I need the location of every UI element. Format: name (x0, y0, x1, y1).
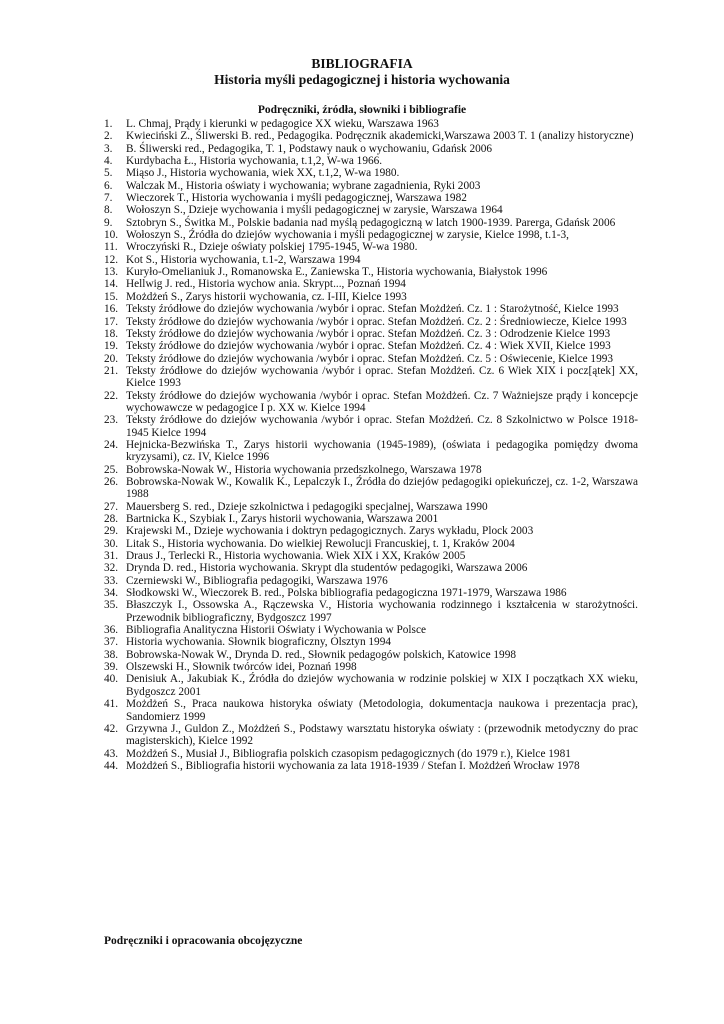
bibliography-entry (104, 439, 638, 464)
entry-number: 41. (104, 698, 119, 711)
entry-text: Sztobryn S., Świtka M., Polskie badania nad myślą pedagogiczną w latch 1900-1939. Parerga, Gdańsk 2006 (126, 216, 616, 229)
entry-text: Mauersberg S. red., Dzieje szkolnictwa i pedagogiki specjalnej, Warszawa 1990 (126, 500, 488, 513)
bibliography-entry (104, 130, 638, 142)
bibliography-entry (104, 599, 638, 624)
entry-number: 15. (104, 290, 119, 303)
entry-text: Możdżeń S., Praca naukowa historyka oświaty (Metodologia, dokumentacja naukowa i prezentacja prac), Sandomierz 1999 (126, 698, 638, 723)
entry-text: Kot S., Historia wychowania, t.1-2, Warszawa 1994 (126, 253, 361, 266)
bibliography-entry (104, 217, 638, 229)
bibliography-entry (104, 278, 638, 290)
entry-text: Hellwig J. red., Historia wychow ania. Skrypt..., Poznań 1994 (126, 278, 406, 291)
entry-text: Teksty źródłowe do dziejów wychowania /wybór i oprac. Stefan Możdżeń. Cz. 7 Ważniejsze prądy i koncepcje wychowawcze w pedagogice I p. XX w. Kielce 1994 (126, 389, 638, 414)
entry-number: 42. (104, 722, 119, 735)
entry-number: 1. (104, 118, 113, 130)
entry-number: 32. (104, 562, 119, 575)
entry-number: 26. (104, 475, 119, 488)
entry-number: 20. (104, 352, 119, 365)
bibliography-entry (104, 760, 638, 772)
entry-text: Historia wychowania. Słownik biograficzny, Olsztyn 1994 (126, 636, 392, 649)
entry-number: 24. (104, 438, 119, 451)
entry-number: 33. (104, 574, 119, 587)
entry-number: 8. (104, 204, 113, 217)
entry-text: Olszewski H., Słownik twórców idei, Poznań 1998 (126, 661, 357, 674)
bibliography-entry (104, 649, 638, 661)
bibliography-entry (104, 414, 638, 439)
entry-number: 11. (104, 241, 118, 254)
entry-number: 34. (104, 587, 119, 600)
bibliography-entry (104, 673, 638, 698)
entry-text: Wołoszyn S., Dzieje wychowania i myśli pedagogicznej w zarysie, Warszawa 1964 (126, 204, 503, 217)
bibliography-entry (104, 303, 638, 315)
bibliography-entry (104, 241, 638, 253)
entry-text: Bibliografia Analityczna Historii Oświaty i Wychowania w Polsce (126, 624, 426, 637)
bibliography-entry (104, 118, 638, 130)
entry-number: 28. (104, 513, 119, 525)
entry-number: 13. (104, 266, 119, 279)
bibliography-entry (104, 254, 638, 266)
entry-text: Drynda D. red., Historia wychowania. Skrypt dla studentów pedagogiki, Warszawa 2006 (126, 562, 528, 575)
bibliography-entry (104, 390, 638, 415)
entry-text: Możdżeń S., Bibliografia historii wychowania za lata 1918-1939 / Stefan I. Możdżeń Wrocław 1978 (126, 759, 580, 772)
entry-text: L. Chmaj, Prądy i kierunki w pedagogice XX wieku, Warszawa 1963 (126, 118, 439, 130)
entry-text: Wieczorek T., Historia wychowania i myśli pedagogicznej, Warszawa 1982 (126, 192, 467, 205)
entry-number: 18. (104, 327, 119, 340)
entry-number: 7. (104, 192, 113, 205)
entry-number: 25. (104, 463, 119, 476)
section-heading-sources: Podręczniki, źródła, słowniki i bibliografie (257, 104, 467, 116)
entry-text: Słodkowski W., Wieczorek B. red., Polska bibliografia pedagogiczna 1971-1979, Warszawa 1986 (126, 587, 567, 600)
entry-text: Litak S., Historia wychowania. Do wielkiej Rewolucji Francuskiej, t. 1, Kraków 2004 (126, 537, 515, 550)
entry-number: 39. (104, 661, 119, 674)
bibliography-entry (104, 501, 638, 513)
entry-number: 12. (104, 253, 119, 266)
entry-number: 27. (104, 500, 119, 513)
entry-text: Możdżeń S., Zarys historii wychowania, cz. I-III, Kielce 1993 (126, 290, 407, 303)
entry-text: Teksty źródłowe do dziejów wychowania /wybór i oprac. Stefan Możdżeń. Cz. 1 : Starożytność, Kielce 1993 (126, 303, 619, 316)
bibliography-entry (104, 365, 638, 390)
entry-text: Teksty źródłowe do dziejów wychowania /wybór i oprac. Stefan Możdżeń. Cz. 3 : Odrodzenie Kielce 1993 (126, 327, 611, 340)
entry-text: Teksty źródłowe do dziejów wychowania /wybór i oprac. Stefan Możdżeń. Cz. 8 Szkolnictwo w Polsce 1918-1945 Kielce 1994 (126, 414, 638, 439)
bibliography-entry (104, 513, 638, 525)
bibliography-entry (104, 229, 638, 241)
bibliography-entry (104, 143, 638, 155)
entry-number: 2. (104, 130, 113, 143)
entry-text: Bartnicka K., Szybiak I., Zarys historii wychowania, Warszawa 2001 (126, 513, 439, 525)
bibliography-entry (104, 340, 638, 352)
bibliography-entry (104, 204, 638, 216)
entry-number: 38. (104, 648, 119, 661)
document-subtitle: Historia myśli pedagogicznej i historia wychowania (214, 72, 510, 87)
entry-number: 6. (104, 179, 113, 192)
entry-number: 40. (104, 673, 119, 686)
entry-text: Wroczyński R., Dzieje oświaty polskiej 1795-1945, W-wa 1980. (126, 241, 418, 254)
bibliography-entry (104, 476, 638, 501)
bibliography-entry (104, 180, 638, 192)
entry-text: Walczak M., Historia oświaty i wychowania; wybrane zagadnienia, Ryki 2003 (126, 179, 481, 192)
entry-text: Błaszczyk I., Ossowska A., Rączewska V., Historia wychowania rodzinnego i kształcenia w starożytności. Przewodnik bibliograficzny, Bydgoszcz 1997 (126, 599, 638, 624)
entry-text: Bobrowska-Nowak W., Historia wychowania przedszkolnego, Warszawa 1978 (126, 463, 482, 476)
bibliography-entry (104, 155, 638, 167)
entry-number: 23. (104, 414, 119, 427)
entry-number: 19. (104, 340, 119, 353)
entry-text: Czerniewski W., Bibliografia pedagogiki, Warszawa 1976 (126, 574, 388, 587)
entry-number: 16. (104, 303, 119, 316)
entry-number: 22. (104, 389, 119, 402)
bibliography-entry (104, 316, 638, 328)
entry-text: Krajewski M., Dzieje wychowania i doktryn pedagogicznych. Zarys wykładu, Plock 2003 (126, 525, 534, 538)
bibliography-entry (104, 538, 638, 550)
entry-text: Draus J., Terlecki R., Historia wychowania. Wiek XIX i XX, Kraków 2005 (126, 550, 466, 563)
entry-text: Hejnicka-Bezwińska T., Zarys historii wychowania (1945-1989), (oświata i pedagogika pomiędzy dwoma kryzysami), cz. IV, Kielce 1996 (126, 438, 638, 464)
entry-number: 14. (104, 278, 119, 291)
entry-number: 9. (104, 216, 113, 229)
entry-text: Wołoszyn S., Źródła do dziejów wychowania i myśli pedagogicznej w zarysie, Kielce 1998, t.1-3, (126, 229, 570, 242)
bibliography-list (104, 118, 638, 772)
entry-number: 5. (104, 167, 113, 180)
bibliography-entry (104, 661, 638, 673)
entry-text: Kurdybacha Ł., Historia wychowania, t.1,2, W-wa 1966. (126, 155, 383, 168)
bibliography-entry (104, 525, 638, 537)
entry-text: Teksty źródłowe do dziejów wychowania /wybór i oprac. Stefan Możdżeń. Cz. 2 : Średniowiecze, Kielce 1993 (126, 315, 627, 328)
entry-text: Teksty źródłowe do dziejów wychowania /wybór i oprac. Stefan Możdżeń. Cz. 6 Wiek XIX i pocz[ątek] XX, Kielce 1993 (126, 364, 638, 390)
entry-number: 31. (104, 550, 119, 563)
bibliography-entry (104, 723, 638, 748)
bibliography-entry (104, 353, 638, 365)
entry-text: Teksty źródłowe do dziejów wychowania /wybór i oprac. Stefan Możdżeń. Cz. 5 : Oświecenie, Kielce 1993 (126, 352, 614, 365)
bibliography-entry (104, 192, 638, 204)
entry-number: 17. (104, 315, 119, 328)
bibliography-entry (104, 624, 638, 636)
bibliography-entry (104, 562, 638, 574)
section-heading-foreign: Podręczniki i opracowania obcojęzyczne (104, 935, 303, 947)
entry-text: Denisiuk A., Jakubiak K., Źródła do dziejów wychowania w rodzinie polskiej w XIX I początkach XX wieku, Bydgoszcz 2001 (126, 673, 638, 698)
entry-number: 30. (104, 537, 119, 550)
bibliography-entry (104, 167, 638, 179)
entry-number: 43. (104, 747, 119, 760)
entry-text: B. Śliwerski red., Pedagogika, T. 1, Podstawy nauk o wychowaniu, Gdańsk 2006 (126, 142, 493, 155)
entry-text: Teksty źródłowe do dziejów wychowania /wybór i oprac. Stefan Możdżeń. Cz. 4 : Wiek XVII, Kielce 1993 (126, 340, 611, 353)
entry-number: 29. (104, 525, 119, 538)
entry-number: 3. (104, 142, 113, 155)
bibliography-entry (104, 266, 638, 278)
entry-text: Grzywna J., Guldon Z., Możdżeń S., Podstawy warsztatu historyka oświaty : (przewodnik metodyczny do prac magisterskich), Kielce 1992 (126, 722, 638, 748)
bibliography-entry (104, 748, 638, 760)
bibliography-entry (104, 291, 638, 303)
entry-text: Bobrowska-Nowak W., Drynda D. red., Słownik pedagogów polskich, Katowice 1998 (126, 648, 516, 661)
entry-number: 4. (104, 155, 113, 168)
entry-number: 36. (104, 624, 119, 637)
bibliography-entry (104, 636, 638, 648)
bibliography-entry (104, 328, 638, 340)
document-title: BIBLIOGRAFIA (311, 56, 413, 71)
bibliography-entry (104, 464, 638, 476)
bibliography-entry (104, 575, 638, 587)
entry-text: Możdżeń S., Musiał J., Bibliografia polskich czasopism pedagogicznych (do 1979 r.), Kielce 1981 (126, 747, 571, 760)
entry-number: 44. (104, 759, 119, 772)
entry-text: Kuryło-Omelianiuk J., Romanowska E., Zaniewska T., Historia wychowania, Białystok 1996 (126, 266, 548, 279)
bibliography-entry (104, 550, 638, 562)
entry-number: 10. (104, 229, 119, 242)
entry-number: 35. (104, 599, 119, 612)
entry-number: 21. (104, 364, 119, 377)
entry-text: Bobrowska-Nowak W., Kowalik K., Lepalczyk I., Źródła do dziejów pedagogiki opiekuńczej, cz. 1-2, Warszawa 1988 (126, 475, 638, 501)
bibliography-entry (104, 698, 638, 723)
entry-number: 37. (104, 636, 119, 649)
entry-text: Kwieciński Z., Śliwerski B. red., Pedagogika. Podręcznik akademicki,Warszawa 2003 T. 1 (analizy historyczne) (126, 130, 634, 143)
entry-text: Miąso J., Historia wychowania, wiek XX, t.1,2, W-wa 1980. (126, 167, 400, 180)
bibliography-entry (104, 587, 638, 599)
